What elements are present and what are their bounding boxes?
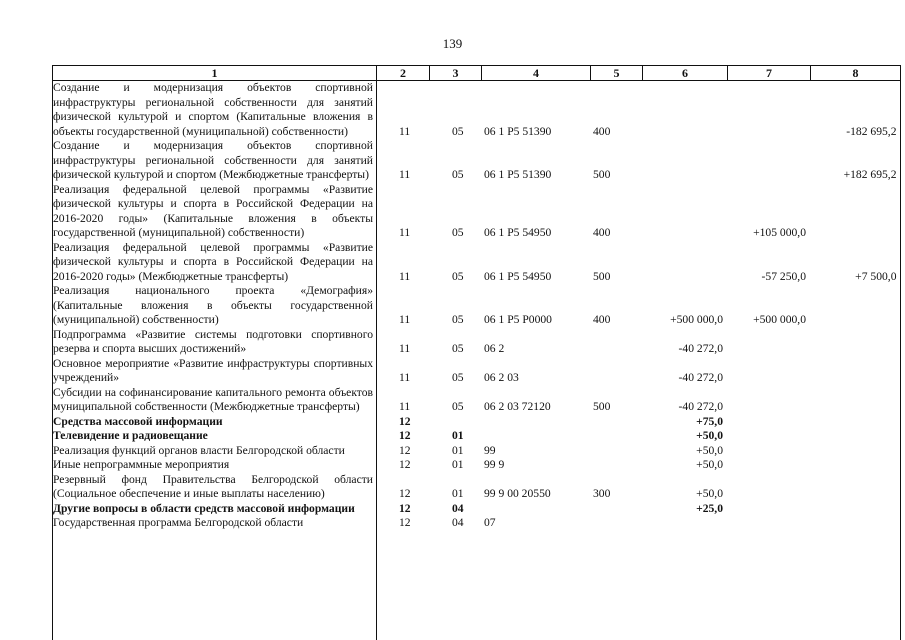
row-expense-type: 500 [593,400,611,413]
table-row [53,139,901,183]
row-value-col6 [643,241,728,285]
table-row [53,429,901,444]
row-value-col8 [811,516,901,531]
row-value-col6: -40 272,0 [678,400,723,413]
row-value-col8: +7 500,0 [855,269,897,283]
row-name: Телевидение и радиовещание [53,429,208,442]
row-subsection [430,415,482,430]
row-name: Субсидии на софинансирование капитального ремонта объектов муниципальной собственности (Межбюджетные трансферты) [53,385,373,413]
row-subsection: 05 [452,313,464,326]
row-value-col7: +105 000,0 [753,226,806,239]
header-col-3: 3 [430,66,482,81]
row-subsection: 05 [452,400,464,413]
row-section: 12 [399,516,411,529]
header-col-1: 1 [53,66,377,81]
header-col-2: 2 [377,66,430,81]
row-value-col6: +50,0 [696,458,723,471]
row-value-col7 [728,81,811,140]
row-expense-type: 500 [593,168,611,181]
row-value-col6: +50,0 [696,443,723,457]
table-header-row [53,66,901,81]
row-target-item: 06 1 Р5 54950 [484,269,552,283]
row-value-col8: +182 695,2 [843,168,897,181]
row-expense-type: 400 [593,313,611,326]
table-row [53,284,901,328]
row-value-col6: +25,0 [696,501,723,515]
row-section: 12 [399,458,411,471]
row-expense-type: 400 [593,226,611,239]
row-expense-type [591,429,643,444]
row-subsection: 05 [452,269,464,283]
row-section: 11 [399,226,411,239]
row-subsection: 01 [452,487,464,500]
row-name: Государственная программа Белгородской области [53,516,304,529]
row-section: 12 [399,487,411,500]
row-expense-type [591,415,643,430]
row-target-item: 06 1 Р5 54950 [484,226,552,239]
row-target-item: 06 1 Р5 51390 [484,124,552,138]
row-value-col6 [643,81,728,140]
row-value-col7 [728,357,811,386]
row-section: 11 [399,168,411,181]
row-value-col7 [728,458,811,473]
table-row [53,415,901,430]
row-value-col7 [728,444,811,459]
row-section: 11 [399,371,411,384]
row-expense-type [591,458,643,473]
row-value-col7 [728,473,811,502]
row-section: 12 [399,429,411,442]
table-row [53,458,901,473]
row-section: 11 [399,342,411,355]
row-expense-type [591,328,643,357]
row-value-col7: +500 000,0 [753,313,806,326]
row-section: 12 [399,501,411,515]
header-col-7: 7 [728,66,811,81]
row-value-col7 [728,502,811,517]
row-value-col8 [811,458,901,473]
row-target-item [482,415,591,430]
row-section: 12 [399,414,411,428]
table-row [53,473,901,502]
row-target-item: 07 [484,516,496,529]
row-value-col8 [811,415,901,430]
table-row [53,183,901,241]
row-value-col7 [728,516,811,531]
table-row [53,241,901,285]
row-value-col6: +500 000,0 [670,313,723,326]
budget-table [52,65,901,531]
row-value-col6: +75,0 [696,414,723,428]
row-target-item: 99 9 00 20550 [484,487,551,500]
row-section: 11 [399,400,411,413]
row-subsection: 05 [452,226,464,239]
row-value-col6 [643,139,728,183]
row-value-col8 [811,473,901,502]
row-name: Реализация функций органов власти Белгородской области [53,443,345,457]
row-expense-type [591,502,643,517]
row-value-col8: -182 695,2 [846,124,897,138]
row-target-item [482,429,591,444]
header-col-5: 5 [591,66,643,81]
row-target-item [482,502,591,517]
row-expense-type: 300 [593,487,611,500]
row-target-item: 99 9 [484,458,505,471]
table-row [53,386,901,415]
row-value-col8 [811,357,901,386]
row-expense-type [591,444,643,459]
row-target-item: 06 2 03 [484,371,519,384]
row-section: 11 [399,269,411,283]
row-target-item: 06 1 Р5 51390 [484,168,552,181]
row-section: 11 [399,124,411,138]
row-name: Основное мероприятие «Развитие инфраструктуры спортивных учреждений» [53,356,373,384]
row-name: Другие вопросы в области средств массовой информации [53,501,355,515]
row-expense-type [591,357,643,386]
table-right-border [900,65,901,640]
row-subsection: 01 [452,443,464,457]
row-value-col8 [811,284,901,328]
row-value-col6: +50,0 [696,429,723,442]
row-value-col6: -40 272,0 [678,371,723,384]
row-section: 11 [399,313,411,326]
row-expense-type: 500 [593,269,611,283]
row-name: Подпрограмма «Развитие системы подготовки спортивного резерва и спорта высших достижений» [53,327,373,355]
table-column-divider [376,65,377,640]
row-subsection: 05 [452,342,464,355]
row-name: Иные непрограммные мероприятия [53,458,230,471]
row-value-col8 [811,328,901,357]
table-row [53,444,901,459]
row-name: Средства массовой информации [53,414,223,428]
row-subsection: 01 [452,458,464,471]
row-value-col8 [811,386,901,415]
row-expense-type: 400 [593,124,611,138]
row-value-col6 [643,516,728,531]
header-col-8: 8 [811,66,901,81]
row-value-col8 [811,444,901,459]
row-value-col6: +50,0 [696,487,723,500]
row-target-item: 06 2 03 72120 [484,400,551,413]
row-name: Резервный фонд Правительства Белгородской области (Социальное обеспечение и иные выплаты населению) [53,472,373,500]
row-value-col6: -40 272,0 [678,342,723,355]
row-subsection: 05 [452,168,464,181]
header-col-4: 4 [482,66,591,81]
table-row [53,81,901,140]
row-target-item: 06 2 [484,342,505,355]
row-value-col7 [728,415,811,430]
row-value-col7 [728,328,811,357]
row-target-item: 06 1 Р5 Р0000 [484,313,552,326]
row-name: Реализация федеральной целевой программы «Развитие физической культуры и спорта в Российской Федерации на 2016-2020 годы» (Капитальные вложения в объекты государственной (муниципальной) собственности) [53,182,373,239]
row-section: 12 [399,443,411,457]
row-subsection: 04 [452,501,464,515]
table-row [53,328,901,357]
table-row [53,357,901,386]
table-row [53,516,901,531]
row-name: Создание и модернизация объектов спортивной инфраструктуры региональной собственности для занятий физической культурой и спортом (Капитальные вложения в объекты государственной (муниципальной) собственности) [53,81,373,138]
header-col-6: 6 [643,66,728,81]
row-value-col7 [728,386,811,415]
table-body [53,81,901,531]
row-value-col8 [811,502,901,517]
row-value-col7 [728,429,811,444]
row-subsection: 04 [452,516,464,529]
row-value-col7: -57 250,0 [761,269,806,283]
row-name: Создание и модернизация объектов спортивной инфраструктуры региональной собственности для занятий физической культурой и спортом (Межбюджетные трансферты) [53,139,373,181]
table-row [53,502,901,517]
page-number: 139 [442,36,463,51]
row-value-col8 [811,183,901,241]
row-value-col6 [643,183,728,241]
row-name: Реализация федеральной целевой программы «Развитие физической культуры и спорта в Российской Федерации на 2016-2020 годы» (Межбюджетные трансферты) [53,240,373,283]
row-value-col8 [811,429,901,444]
table-left-border [52,65,53,640]
row-name: Реализация национального проекта «Демография» (Капитальные вложения в объекты государственной (муниципальной) собственности) [53,284,373,326]
row-target-item: 99 [484,443,496,457]
row-subsection: 01 [452,429,464,442]
row-subsection: 05 [452,124,464,138]
row-expense-type [591,516,643,531]
row-value-col7 [728,139,811,183]
row-subsection: 05 [452,371,464,384]
